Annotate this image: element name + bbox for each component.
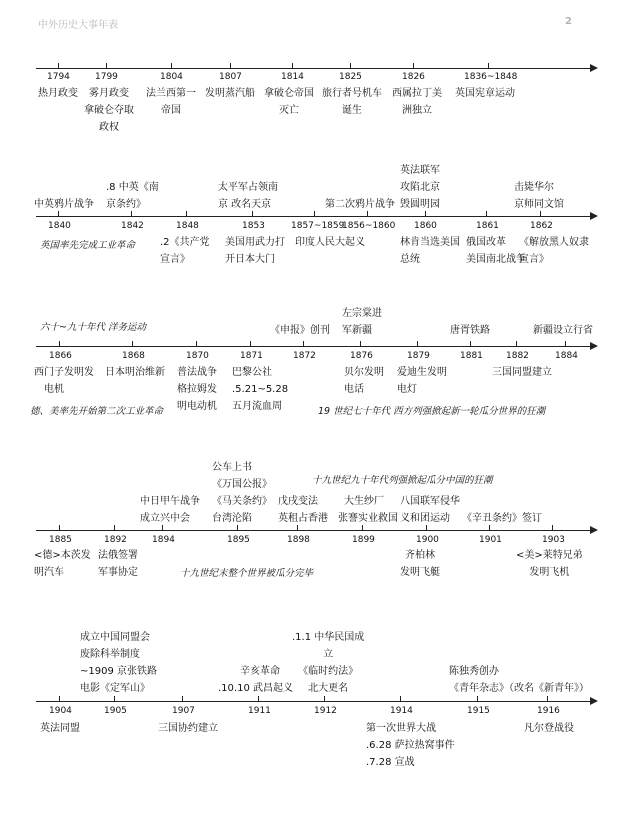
event-line: 格拉姆发 — [177, 384, 217, 395]
year-label: 1853 — [242, 221, 265, 231]
event-line: 新疆设立行省 — [533, 325, 593, 336]
event-line: 宣言》 — [160, 254, 190, 265]
year-label: 1901 — [479, 535, 502, 545]
event-entry — [533, 322, 593, 339]
event-line: 美国南北战争 — [466, 254, 526, 265]
event-entry — [270, 322, 330, 339]
event-entry — [38, 85, 78, 102]
event-line: 京 改名天京 — [218, 199, 272, 210]
year-label: 1898 — [287, 535, 310, 545]
period-note: 德、美率先开始第二次工业革命 — [30, 406, 164, 417]
event-line: 林肯当选美国 — [400, 237, 460, 248]
year-tick — [470, 341, 471, 346]
year-tick — [413, 63, 414, 68]
event-line: 拿破仑帝国 — [264, 88, 314, 99]
event-entry — [205, 85, 255, 102]
event-line: 俄国改革 — [466, 237, 506, 248]
event-line: ~1909 京张铁路 — [80, 666, 158, 677]
year-label: 1862 — [530, 221, 553, 231]
year-label: 1860 — [414, 221, 437, 231]
event-line: 帝国 — [161, 105, 181, 116]
event-line: <德>本茨发 — [34, 550, 91, 561]
event-line: 西门子发明发 — [34, 367, 94, 378]
year-label: 1840 — [48, 221, 71, 231]
event-entry — [278, 493, 328, 527]
year-tick — [292, 63, 293, 68]
year-tick — [196, 341, 197, 346]
year-tick — [250, 341, 251, 346]
event-line: 电灯 — [397, 384, 417, 395]
event-line: 雾月政变 — [89, 88, 129, 99]
event-line: 政权 — [99, 122, 119, 133]
event-entry — [292, 629, 364, 697]
event-line: 凡尔登战役 — [524, 723, 574, 734]
event-line: 京师同文馆 — [514, 199, 564, 210]
year-label: 1882 — [506, 351, 529, 361]
year-tick — [58, 63, 59, 68]
event-line: 总统 — [400, 254, 420, 265]
year-label: 1904 — [49, 706, 72, 716]
event-line: .1.1 中华民国成 — [292, 632, 365, 643]
period-note: 英国率先完成工业革命 — [40, 240, 136, 251]
year-label: 1856~1860 — [342, 221, 396, 231]
event-line: 贝尔发明 — [344, 367, 384, 378]
event-line: 毁圆明园 — [400, 199, 440, 210]
year-label: 1836~1848 — [464, 72, 518, 82]
event-line: 击毙华尔 — [514, 182, 554, 193]
event-entry — [295, 234, 365, 251]
year-tick — [59, 341, 60, 346]
timeline-1 — [0, 0, 640, 150]
year-label: 1825 — [339, 72, 362, 82]
year-label: 1903 — [542, 535, 565, 545]
year-tick — [488, 63, 489, 68]
event-entry — [455, 85, 515, 102]
event-entry — [449, 663, 589, 697]
year-label: 1879 — [407, 351, 430, 361]
event-line: 电机 — [44, 384, 64, 395]
year-label: 1848 — [176, 221, 199, 231]
event-line: 发明飞艇 — [400, 567, 440, 578]
event-line: 北大更名 — [308, 683, 349, 694]
year-tick — [516, 341, 517, 346]
year-label: 1868 — [122, 351, 145, 361]
event-entry — [218, 663, 293, 697]
event-line: 英租占香港 — [278, 513, 328, 524]
event-entry — [400, 547, 440, 581]
event-line: 陈独秀创办 — [449, 666, 499, 677]
arrow-head-icon — [590, 342, 598, 350]
event-entry — [158, 720, 218, 737]
timeline-axis — [36, 68, 592, 69]
year-tick — [565, 341, 566, 346]
event-line: 公车上书 — [212, 462, 252, 473]
timeline-2 — [0, 150, 640, 300]
event-entry — [492, 364, 552, 381]
event-line: 太平军占领南 — [218, 182, 278, 193]
period-note: 19 世纪七十年代 西方列强掀起新一轮瓜分世界的狂潮 — [318, 406, 546, 417]
event-line: 《马关条约》 — [212, 496, 272, 507]
event-line: 旅行者号机车 — [322, 88, 382, 99]
event-entry — [400, 493, 460, 527]
event-entry — [366, 720, 455, 771]
timeline-axis — [36, 346, 592, 347]
year-label: 1814 — [281, 72, 304, 82]
year-tick — [114, 525, 115, 530]
year-label: 1881 — [460, 351, 483, 361]
year-label: 1892 — [104, 535, 127, 545]
event-line: .2《共产党 — [160, 237, 210, 248]
event-entry — [400, 162, 440, 213]
event-line: .8 中英《南 — [106, 182, 159, 193]
page-header-title: 中外历史大事年表 — [38, 20, 118, 31]
year-tick — [303, 341, 304, 346]
event-line: 宣言》 — [519, 254, 549, 265]
event-line: 热月政变 — [38, 88, 78, 99]
timeline-4 — [0, 458, 640, 608]
event-line: 废除科举制度 — [80, 649, 140, 660]
timeline-axis — [36, 701, 592, 702]
event-line: 《解放黑人奴隶 — [519, 237, 589, 248]
event-entry — [344, 364, 384, 398]
year-tick — [400, 696, 401, 701]
event-line: 电话 — [344, 384, 364, 395]
event-entry — [160, 234, 210, 268]
event-line: <美>莱特兄弟 — [516, 550, 583, 561]
year-label: 1876 — [350, 351, 373, 361]
event-entry — [177, 364, 217, 415]
timeline-3 — [0, 300, 640, 450]
event-entry — [392, 85, 442, 119]
event-line: 《申报》创刊 — [270, 325, 330, 336]
timeline-5 — [0, 615, 640, 768]
event-line: 英国宪章运动 — [455, 88, 515, 99]
year-label: 1912 — [314, 706, 337, 716]
period-note: 十九世纪九十年代列强掀起瓜分中国的狂潮 — [312, 475, 493, 486]
timeline-axis — [36, 216, 592, 217]
event-line: 普法战争 — [177, 367, 217, 378]
year-label: 1861 — [476, 221, 499, 231]
event-entry — [450, 322, 490, 339]
year-label: 1799 — [95, 72, 118, 82]
event-line: 《青年杂志》（改名《新青年》） — [449, 683, 589, 694]
year-label: 1870 — [186, 351, 209, 361]
arrow-head-icon — [590, 526, 598, 534]
event-line: 诞生 — [342, 105, 362, 116]
event-line: 发明蒸汽船 — [205, 88, 255, 99]
year-label: 1911 — [248, 706, 271, 716]
event-entry — [519, 234, 589, 268]
event-line: 美国用武力打 — [225, 237, 285, 248]
year-tick — [59, 525, 60, 530]
event-entry — [218, 179, 278, 213]
event-entry — [40, 720, 80, 737]
event-line: 发明飞机 — [529, 567, 570, 578]
event-line: 立 — [323, 649, 334, 660]
event-line: .6.28 萨拉热窝事件 — [366, 740, 455, 751]
year-label: 1914 — [390, 706, 413, 716]
year-label: 1826 — [402, 72, 425, 82]
event-line: 爱迪生发明 — [397, 367, 447, 378]
year-label: 1884 — [555, 351, 578, 361]
year-tick — [106, 63, 107, 68]
event-entry — [106, 179, 159, 213]
year-label: 1899 — [352, 535, 375, 545]
event-entry — [514, 179, 564, 213]
event-entry — [466, 234, 526, 268]
year-tick — [552, 525, 553, 530]
event-line: 军事协定 — [98, 567, 138, 578]
event-entry — [338, 493, 398, 527]
year-tick — [230, 63, 231, 68]
year-tick — [59, 696, 60, 701]
event-line: 电影《定军山》 — [80, 683, 150, 694]
event-line: 三国同盟建立 — [492, 367, 552, 378]
year-label: 1885 — [49, 535, 72, 545]
year-label: 1872 — [293, 351, 316, 361]
event-line: 台湾沦陷 — [212, 513, 252, 524]
event-entry — [34, 547, 91, 581]
event-line: 英法联军 — [400, 165, 440, 176]
event-line: 《辛丑条约》签订 — [462, 513, 542, 524]
event-line: 巴黎公社 — [232, 367, 272, 378]
event-entry — [397, 364, 447, 398]
year-label: 1794 — [47, 72, 70, 82]
event-line: 明电动机 — [177, 401, 217, 412]
event-line: .10.10 武昌起义 — [218, 683, 293, 694]
event-entry — [400, 234, 460, 268]
event-line: 印度人民大起义 — [295, 237, 365, 248]
arrow-head-icon — [590, 64, 598, 72]
event-entry — [146, 85, 196, 119]
year-tick — [186, 211, 187, 216]
timeline-axis — [36, 530, 592, 531]
event-entry — [34, 196, 94, 213]
event-line: 大生纱厂 — [344, 496, 384, 507]
event-entry — [84, 85, 134, 136]
event-entry — [140, 493, 200, 527]
event-line: 五月流血周 — [232, 401, 282, 412]
event-entry — [342, 305, 382, 339]
event-line: 八国联军侵华 — [400, 496, 460, 507]
arrow-head-icon — [590, 697, 598, 705]
year-label: 1866 — [49, 351, 72, 361]
event-line: 成立中国同盟会 — [80, 632, 150, 643]
event-entry — [105, 364, 165, 381]
year-tick — [171, 63, 172, 68]
year-tick — [417, 341, 418, 346]
event-line: .7.28 宣战 — [366, 757, 415, 768]
event-line: 明汽车 — [34, 567, 64, 578]
year-tick — [132, 341, 133, 346]
event-line: 拿破仑夺取 — [84, 105, 134, 116]
event-line: .5.21~5.28 — [232, 384, 289, 395]
event-line: 开日本大门 — [225, 254, 275, 265]
event-entry — [212, 459, 272, 527]
event-line: 左宗棠进 — [342, 308, 382, 319]
event-line: 英法同盟 — [40, 723, 80, 734]
event-line: 西属拉丁美 — [392, 88, 442, 99]
year-label: 1857~1859 — [291, 221, 345, 231]
event-line: 第二次鸦片战争 — [325, 199, 395, 210]
event-line: 义和团运动 — [400, 513, 450, 524]
event-entry — [34, 364, 94, 398]
event-entry — [325, 196, 395, 213]
event-line: 法俄签署 — [98, 550, 138, 561]
event-line: 法兰西第一 — [146, 88, 196, 99]
event-line: 灭亡 — [279, 105, 299, 116]
year-label: 1804 — [160, 72, 183, 82]
year-label: 1900 — [416, 535, 439, 545]
year-label: 1895 — [227, 535, 250, 545]
event-entry — [225, 234, 285, 268]
event-entry — [462, 510, 542, 527]
year-label: 1916 — [537, 706, 560, 716]
event-entry — [98, 547, 138, 581]
event-entry — [516, 547, 583, 581]
year-label: 1915 — [467, 706, 490, 716]
period-note: 十九世纪末整个世界被瓜分完毕 — [180, 568, 314, 579]
event-entry — [322, 85, 382, 119]
event-line: 军新疆 — [342, 325, 372, 336]
event-line: 《临时约法》 — [298, 666, 359, 677]
arrow-head-icon — [590, 212, 598, 220]
period-note: 六十~九十年代 洋务运动 — [40, 322, 146, 333]
event-line: 唐胥铁路 — [450, 325, 490, 336]
page-number: 2 — [565, 16, 572, 27]
event-entry — [232, 364, 288, 415]
year-tick — [486, 211, 487, 216]
event-line: 日本明治维新 — [105, 367, 165, 378]
event-line: 成立兴中会 — [140, 513, 190, 524]
year-label: 1807 — [219, 72, 242, 82]
year-label: 1907 — [172, 706, 195, 716]
event-line: 京条约》 — [106, 199, 146, 210]
event-line: 《万国公报》 — [212, 479, 272, 490]
event-line: 戊戌变法 — [278, 496, 318, 507]
event-entry — [264, 85, 314, 119]
event-line: 齐柏林 — [405, 550, 435, 561]
year-label: 1894 — [152, 535, 175, 545]
year-tick — [360, 341, 361, 346]
event-line: 中日甲午战争 — [140, 496, 200, 507]
event-line: 第一次世界大战 — [366, 723, 436, 734]
year-tick — [350, 63, 351, 68]
event-line: 攻陷北京 — [400, 182, 440, 193]
event-line: 张謇实业救国 — [338, 513, 398, 524]
event-entry — [524, 720, 574, 737]
year-label: 1871 — [240, 351, 263, 361]
event-line: 中英鸦片战争 — [34, 199, 94, 210]
event-line: 三国协约建立 — [158, 723, 218, 734]
event-line: 辛亥革命 — [240, 666, 280, 677]
event-line: 洲独立 — [402, 105, 432, 116]
year-label: 1842 — [121, 221, 144, 231]
event-entry — [80, 629, 157, 697]
year-tick — [182, 696, 183, 701]
year-label: 1905 — [104, 706, 127, 716]
year-tick — [314, 211, 315, 216]
